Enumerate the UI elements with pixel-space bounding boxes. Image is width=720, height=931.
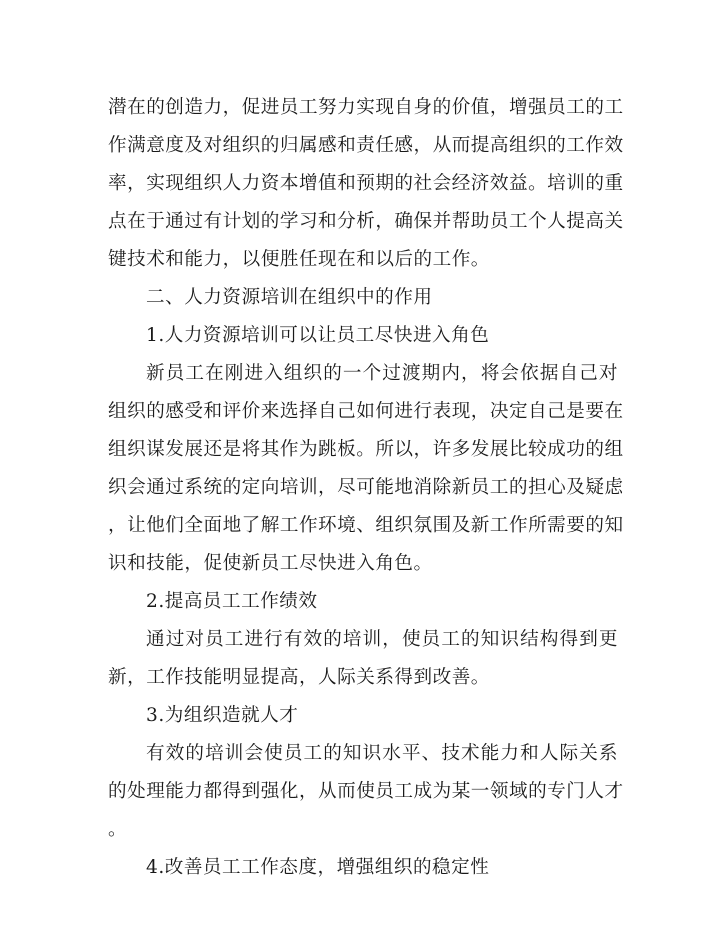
subheading-1: 1.人力资源培训可以让员工尽快进入角色 bbox=[146, 325, 490, 346]
body-line-6: 新员工在刚进入组织的一个过渡期内，将会依据自己对 bbox=[146, 363, 618, 384]
body-line-14: 有效的培训会使员工的知识水平、技术能力和人际关系 bbox=[146, 743, 618, 764]
body-line-9: 织会通过系统的定向培训，尽可能地消除新员工的担心及疑虑 bbox=[108, 477, 624, 498]
body-line-7: 组织的感受和评价来选择自己如何进行表现，决定自己是要在 bbox=[108, 401, 624, 422]
body-line-12: 通过对员工进行有效的培训，使员工的知识结构得到更 bbox=[146, 629, 618, 650]
body-line-13: 新，工作技能明显提高，人际关系得到改善。 bbox=[108, 667, 490, 688]
section-heading-2: 二、人力资源培训在组织中的作用 bbox=[146, 287, 433, 308]
body-line-5: 键技术和能力，以便胜任现在和以后的工作。 bbox=[108, 249, 490, 270]
body-line-10: ，让他们全面地了解工作环境、组织氛围及新工作所需要的知 bbox=[108, 515, 624, 536]
body-line-11: 识和技能，促使新员工尽快进入角色。 bbox=[108, 553, 433, 574]
body-line-1: 潜在的创造力，促进员工努力实现自身的价值，增强员工的工 bbox=[108, 97, 624, 118]
subheading-4: 4.改善员工工作态度，增强组织的稳定性 bbox=[146, 857, 490, 878]
subheading-3: 3.为组织造就人才 bbox=[146, 705, 299, 726]
body-line-2: 作满意度及对组织的归属感和责任感，从而提高组织的工作效 bbox=[108, 135, 624, 156]
body-line-3: 率，实现组织人力资本增值和预期的社会经济效益。培训的重 bbox=[108, 173, 624, 194]
body-line-4: 点在于通过有计划的学习和分析，确保并帮助员工个人提高关 bbox=[108, 211, 624, 232]
body-line-16: 。 bbox=[108, 819, 128, 840]
body-line-15: 的处理能力都得到强化，从而使员工成为某一领域的专门人才 bbox=[108, 781, 624, 802]
body-line-8: 组织谋发展还是将其作为跳板。所以，许多发展比较成功的组 bbox=[108, 439, 624, 460]
subheading-2: 2.提高员工工作绩效 bbox=[146, 591, 318, 612]
